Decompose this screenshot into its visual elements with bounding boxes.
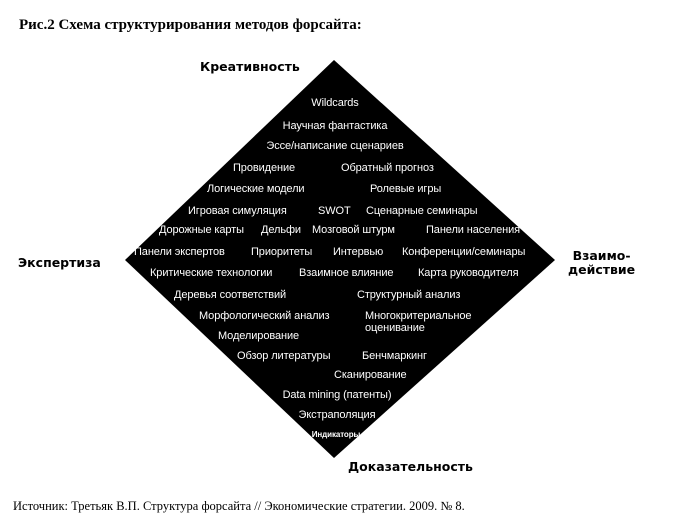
method-multicriteria-line2: оценивание xyxy=(365,322,425,334)
source-citation: Источник: Третьяк В.П. Структура форсайта // Экономические стратегии. 2009. № 8. xyxy=(13,499,465,513)
method-roadmaps: Дорожные карты xyxy=(159,224,244,236)
method-scenario-workshops: Сценарные семинары xyxy=(366,205,478,217)
method-literature-review: Обзор литературы xyxy=(237,350,331,362)
axis-label-creativity: Креативность xyxy=(200,59,300,74)
method-cross-impact: Взаимное влияние xyxy=(299,267,394,279)
method-science-fiction: Научная фантастика xyxy=(282,120,388,132)
method-citizen-panels: Панели населения xyxy=(426,224,521,236)
method-priorities: Приоритеты xyxy=(251,246,313,258)
method-backcasting: Обратный прогноз xyxy=(341,162,434,174)
method-delphi: Дельфи xyxy=(261,224,301,236)
method-stakeholder-map: Карта руководителя xyxy=(418,267,519,279)
method-structural-analysis: Структурный анализ xyxy=(357,289,461,301)
axis-label-evidence: Доказательность xyxy=(348,459,473,474)
method-swot: SWOT xyxy=(318,205,351,217)
method-brainstorming: Мозговой штурм xyxy=(312,224,395,236)
method-morphological-analysis: Морфологический анализ xyxy=(199,310,330,322)
method-gaming: Игровая симуляция xyxy=(188,205,287,217)
method-indicators: Индикаторы xyxy=(311,430,361,439)
method-critical-technologies: Критические технологии xyxy=(150,267,273,279)
method-wildcards: Wildcards xyxy=(311,97,359,109)
axis-label-interaction-line2: действие xyxy=(568,262,636,277)
figure-caption: Рис.2 Схема структурирования методов форсайта: xyxy=(19,17,362,33)
method-role-play: Ролевые игры xyxy=(370,183,442,195)
method-scanning: Сканирование xyxy=(334,369,407,381)
method-extrapolation: Экстраполяция xyxy=(298,409,376,421)
axis-label-interaction-line1: Взаимо- xyxy=(572,248,631,263)
method-benchmarking: Бенчмаркинг xyxy=(362,350,427,362)
method-essays: Эссе/написание сценариев xyxy=(266,140,404,152)
axis-label-interaction xyxy=(568,249,635,277)
method-data-mining: Data mining (патенты) xyxy=(282,389,392,401)
method-multicriteria xyxy=(365,310,471,334)
method-modelling: Моделирование xyxy=(218,330,300,342)
method-multicriteria-line1: Многокритериальное xyxy=(365,310,472,322)
method-visioning: Провидение xyxy=(233,162,296,174)
method-conferences: Конференции/семинары xyxy=(402,246,526,258)
method-expert-panels: Панели экспертов xyxy=(134,246,225,258)
axis-label-expertise: Экспертиза xyxy=(18,255,101,270)
method-logic-models: Логические модели xyxy=(207,183,305,195)
method-relevance-trees: Деревья соответствий xyxy=(174,289,287,301)
method-interviews: Интервью xyxy=(333,246,384,258)
